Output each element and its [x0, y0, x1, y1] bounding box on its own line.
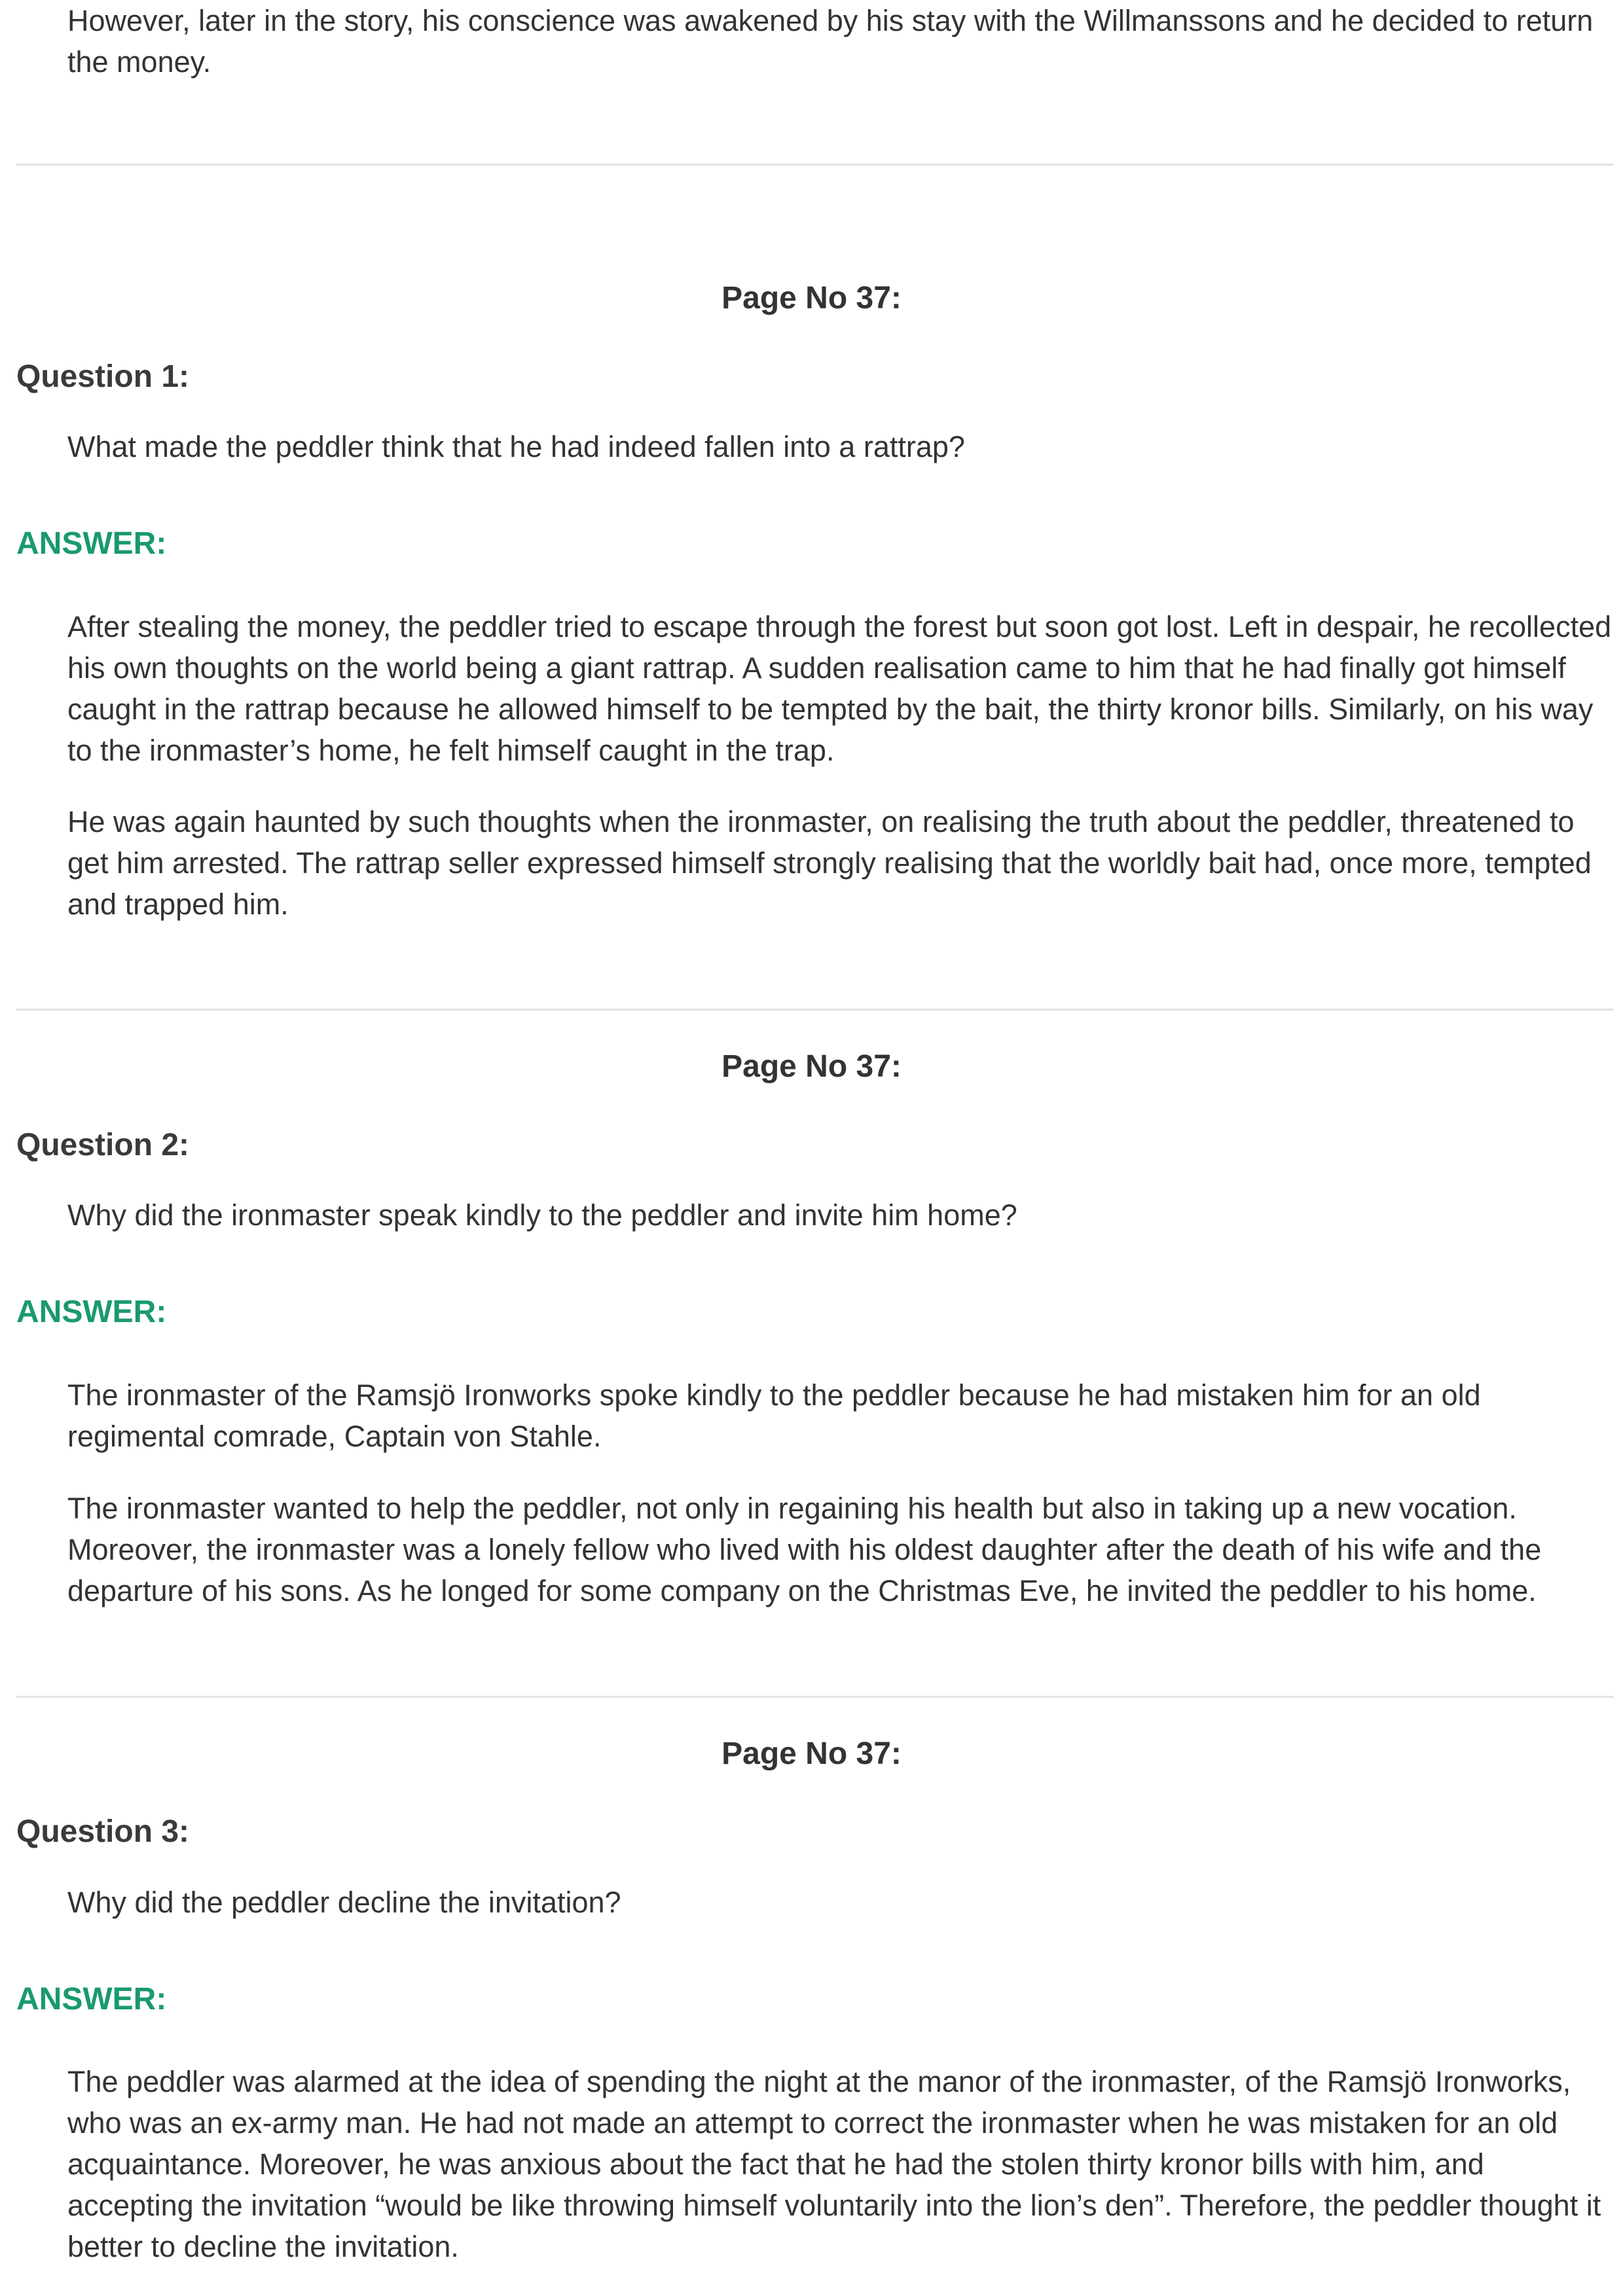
page-number-heading: Page No 37: — [721, 1049, 902, 1084]
section-divider — [16, 164, 1614, 166]
question-text: What made the peddler think that he had indeed fallen into a rattrap? — [67, 430, 965, 463]
section-divider — [16, 1009, 1614, 1011]
answer-paragraph: He was again haunted by such thoughts when the ironmaster, on realising the truth about the peddler, threatened to get him arrested. The rattrap seller expressed himself strongly realising that the worldly bait had, once more, tempted and trapped him. — [67, 805, 1592, 921]
answer-label: ANSWER: — [16, 1295, 167, 1329]
question-text: Why did the peddler decline the invitation? — [67, 1886, 621, 1919]
answer-paragraph: The ironmaster of the Ramsjö Ironworks spoke kindly to the peddler because he had mistaken him for an old regimental comrade, Captain von Stahle. — [67, 1378, 1481, 1453]
page-number-heading: Page No 37: — [721, 281, 902, 315]
page-number-heading: Page No 37: — [721, 1736, 902, 1771]
question-label: Question 2: — [16, 1128, 190, 1162]
question-label: Question 3: — [16, 1814, 190, 1849]
answer-label: ANSWER: — [16, 1982, 167, 2017]
answer-label: ANSWER: — [16, 526, 167, 561]
answer-paragraph: The ironmaster wanted to help the peddler, not only in regaining his health but also in taking up a new vocation. Moreover, the ironmaster was a lonely fellow who lived with his oldest daughter after the death of his wife and the departure of his sons. As he longed for some company on the Christmas Eve, he invited the peddler to his home. — [67, 1492, 1542, 1607]
answer-paragraph: The peddler was alarmed at the idea of spending the night at the manor of the ironmaster, of the Ramsjö Ironworks, who was an ex-army man. He had not made an attempt to correct the ironmaster when he was mistaken for an old acquaintance. Moreover, he was anxious about the fact that he had the stolen thirty kronor bills with him, and accepting the invitation “would be like throwing himself voluntarily into the lion’s den”. Therefore, the peddler thought it better to decline the invitation. — [67, 2065, 1601, 2263]
section-divider — [16, 1696, 1614, 1698]
question-text: Why did the ironmaster speak kindly to the peddler and invite him home? — [67, 1198, 1017, 1232]
intro-paragraph: However, later in the story, his conscience was awakened by his stay with the Willmanssons and he decided to return the money. — [67, 4, 1594, 79]
question-label: Question 1: — [16, 359, 190, 394]
answer-paragraph: After stealing the money, the peddler tried to escape through the forest but soon got lost. Left in despair, he recollected his own thoughts on the world being a giant rattrap. A sudden realisation came to him that he had finally got himself caught in the rattrap because he allowed himself to be tempted by the bait, the thirty kronor bills. Similarly, on his way to the ironmaster’s home, he felt himself caught in the trap. — [67, 610, 1612, 767]
